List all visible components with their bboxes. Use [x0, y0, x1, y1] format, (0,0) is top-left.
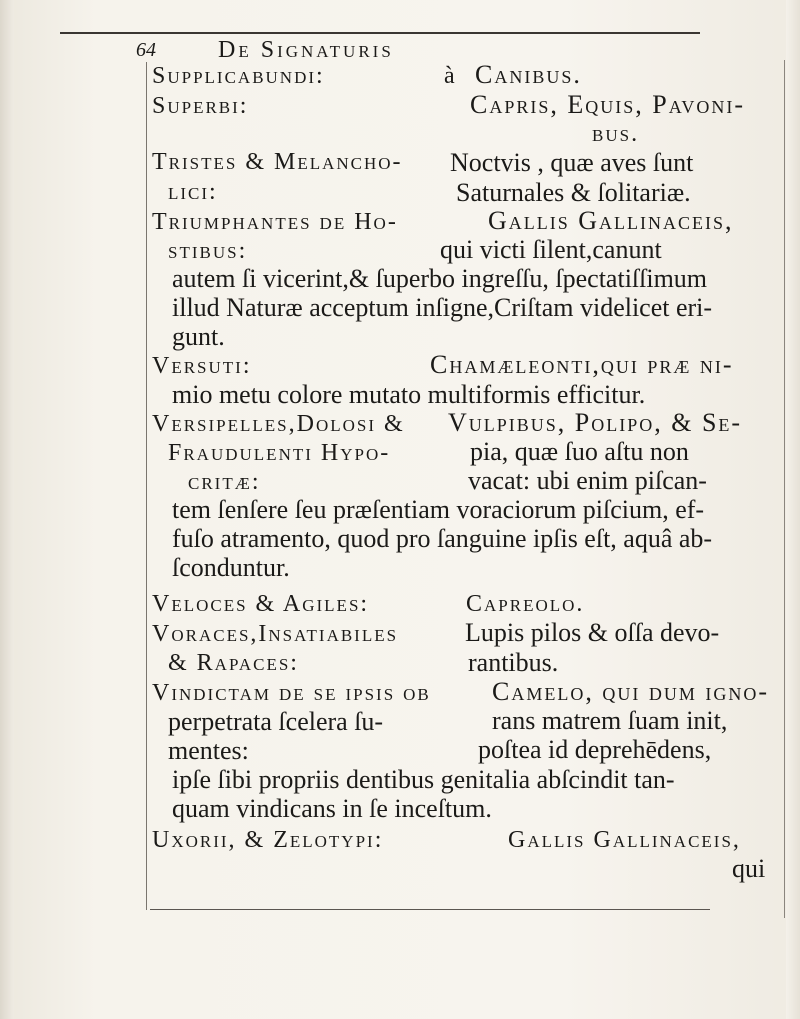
- text-line: Lupis pilos & oſſa devo-: [465, 618, 720, 647]
- text-line: Superbi:: [152, 93, 249, 119]
- catchword: qui: [732, 854, 766, 883]
- text-line: ipſe ſibi propriis dentibus genitalia abſcindit tan-: [172, 765, 675, 794]
- text-line: Gallis Gallinaceis,: [488, 206, 734, 235]
- text-line: illud Naturæ acceptum inſigne,Criſtam videlicet eri-: [172, 293, 713, 322]
- left-frame-line: [146, 62, 147, 910]
- header-rule: [60, 32, 700, 34]
- text-line: gunt.: [172, 322, 225, 351]
- text-line: mentes:: [168, 736, 249, 765]
- text-line: Voraces,Insatiabiles: [152, 621, 399, 647]
- text-line: Camelo, qui dum igno-: [492, 677, 769, 706]
- text-line: perpetrata ſcelera ſu-: [168, 707, 384, 736]
- footer-rule: [150, 909, 710, 910]
- text-line: Supplicabundi:: [152, 63, 325, 89]
- text-line: Canibus.: [475, 60, 582, 89]
- text-line: Versipelles,Dolosi &: [152, 411, 405, 437]
- text-line: rantibus.: [468, 648, 559, 677]
- text-line: Gallis Gallinaceis,: [508, 827, 741, 853]
- text-line: Capris, Equis, Pavoni-: [470, 90, 746, 119]
- text-line: critæ:: [188, 469, 261, 495]
- text-line: pia, quæ ſuo aſtu non: [470, 437, 689, 466]
- page-right-edge: [786, 0, 800, 1019]
- text-line: Vulpibus, Polipo, & Se-: [448, 408, 743, 437]
- text-line: stibus:: [168, 238, 248, 264]
- text-line: Chamæleonti,qui præ ni-: [430, 350, 734, 379]
- text-line: vacat: ubi enim piſcan-: [468, 466, 707, 495]
- text-line: rans matrem ſuam init,: [492, 706, 728, 735]
- text-line: Capreolo.: [466, 591, 585, 617]
- right-frame-line: [784, 60, 785, 918]
- text-line: Tristes & Melancho-: [152, 149, 403, 175]
- text-line: Vindictam de ſe ipſis ob: [152, 680, 431, 706]
- text-line: Fraudulenti Hypo-: [168, 440, 391, 466]
- text-line: Veloces & Agiles:: [152, 591, 370, 617]
- text-line: Saturnales & ſolitariæ.: [456, 178, 691, 207]
- text-line: qui victi ſilent,canunt: [440, 235, 662, 264]
- page-left-edge: [0, 0, 14, 1019]
- text-line: quam vindicans in ſe inceſtum.: [172, 794, 492, 823]
- text-line: tem ſenſere ſeu præſentiam voraciorum piſcium, ef-: [172, 495, 705, 524]
- text-line: Noctvis , quæ aves ſunt: [450, 148, 694, 177]
- text-line: & Rapaces:: [168, 650, 299, 676]
- page-number: 64: [136, 39, 156, 61]
- text-line: autem ſi vicerint,& ſuperbo ingreſſu, ſpectatiſſimum: [172, 264, 708, 293]
- text-line: à: [444, 63, 455, 89]
- text-line: lici:: [168, 179, 218, 205]
- text-line: ſconduntur.: [172, 553, 290, 582]
- text-line: Uxorii, & Zelotypi:: [152, 827, 384, 853]
- text-line: poſtea id deprehēdens,: [478, 735, 712, 764]
- text-line: fuſo atramento, quod pro ſanguine ipſis eſt, aquâ ab-: [172, 524, 713, 553]
- text-line: mio metu colore mutato multiformis efficitur.: [172, 380, 646, 409]
- text-line: bus.: [592, 121, 640, 147]
- running-title: De Signaturis: [218, 37, 394, 63]
- text-line: Versuti:: [152, 353, 252, 379]
- text-line: Triumphantes de Ho-: [152, 209, 398, 235]
